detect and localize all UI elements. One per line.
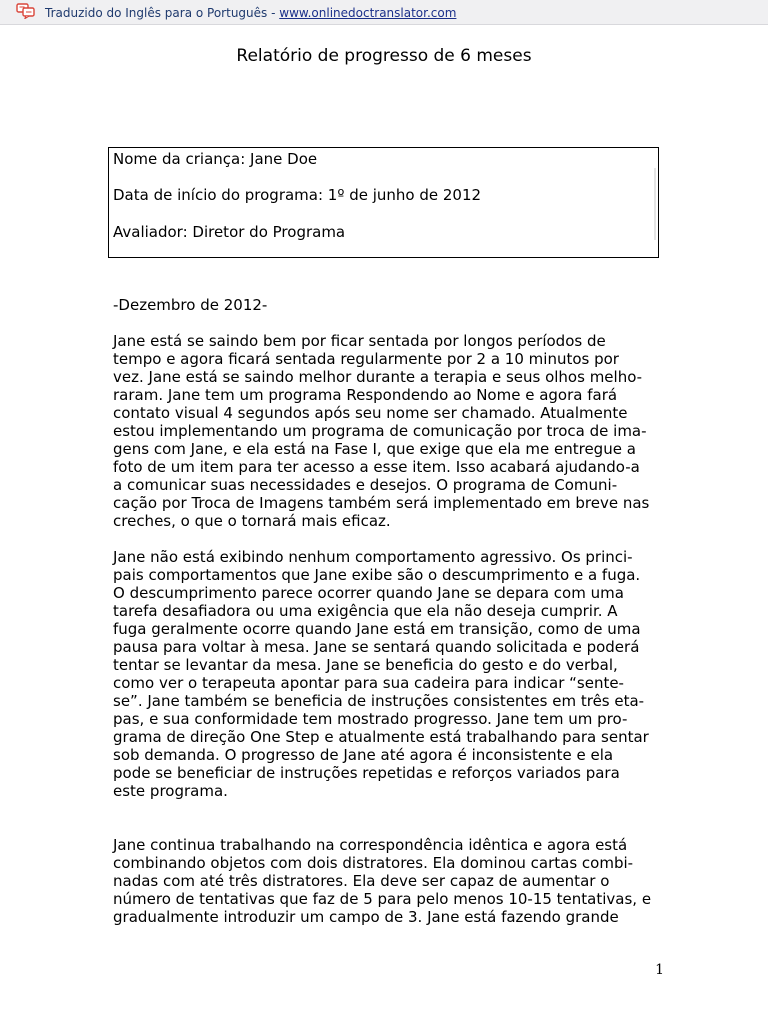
paragraph-line: combinando objetos com dois distratores. Ela dominou cartas combi- [113,854,634,872]
paragraph-line: Jane está se saindo bem por ficar sentada por longos períodos de [113,332,606,350]
child-name: Nome da criança: Jane Doe [113,150,318,168]
paragraph-line: grama de direção One Step e atualmente está trabalhando para sentar [113,728,649,746]
paragraph-line: se”. Jane também se beneficia de instruções consistentes em três eta- [113,692,645,710]
paragraph-line: gradualmente introduzir um campo de 3. Jane está fazendo grande [113,908,619,926]
paragraph-line: nadas com até três distratores. Ela deve ser capaz de aumentar o [113,872,610,890]
evaluator: Avaliador: Diretor do Programa [113,223,346,241]
document-title: Relatório de progresso de 6 meses [236,46,532,66]
translator-link[interactable]: www.onlinedoctranslator.com [279,6,457,20]
paragraph-line: Jane não está exibindo nenhum comportamento agressivo. Os princi- [113,548,633,566]
paragraph-line: gens com Jane, e ela está na Fase I, que exige que ela me entregue a [113,440,636,458]
info-box-divider [654,168,656,240]
date-heading: -Dezembro de 2012- [113,296,268,314]
translator-icon [16,3,36,19]
paragraph-line: fuga geralmente ocorre quando Jane está em transição, como de uma [113,620,641,638]
paragraph-line: vez. Jane está se saindo melhor durante a terapia e seus olhos melho- [113,368,643,386]
paragraph-line: pais comportamentos que Jane exibe são o descumprimento e a fuga. [113,566,641,584]
paragraph-line: pausa para voltar à mesa. Jane se sentará quando solicitada e poderá [113,638,640,656]
paragraph-line: tarefa desafiadora ou uma exigência que ela não deseja cumprir. A [113,602,618,620]
paragraph-line: O descumprimento parece ocorrer quando Jane se depara com uma [113,584,624,602]
paragraph-line: raram. Jane tem um programa Respondendo ao Nome e agora fará [113,386,618,404]
paragraph-line: tentar se levantar da mesa. Jane se beneficia do gesto e do verbal, [113,656,618,674]
paragraph-line: foto de um item para ter acesso a esse item. Isso acabará ajudando-a [113,458,640,476]
paragraph-line: contato visual 4 segundos após seu nome ser chamado. Atualmente [113,404,628,422]
page-number: 1 [655,962,664,978]
paragraph-line: este programa. [113,782,228,800]
paragraph-line: creches, o que o tornará mais eficaz. [113,512,391,530]
paragraph-line: tempo e agora ficará sentada regularmente por 2 a 10 minutos por [113,350,619,368]
paragraph-line: número de tentativas que faz de 5 para pelo menos 10-15 tentativas, e [113,890,652,908]
paragraph-line: cação por Troca de Imagens também será implementado em breve nas [113,494,650,512]
paragraph-line: pas, e sua conformidade tem mostrado progresso. Jane tem um pro- [113,710,628,728]
paragraph-line: pode se beneficiar de instruções repetidas e reforços variados para [113,764,620,782]
paragraph-line: como ver o terapeuta apontar para sua cadeira para indicar “sente- [113,674,624,692]
program-start-date: Data de início do programa: 1º de junho de 2012 [113,186,482,204]
paragraph-line: sob demanda. O progresso de Jane até agora é inconsistente e ela [113,746,614,764]
translator-banner [0,0,768,25]
paragraph-line: Jane continua trabalhando na correspondência idêntica e agora está [113,836,628,854]
paragraph-line: a comunicar suas necessidades e desejos. O programa de Comuni- [113,476,618,494]
banner-label: Traduzido do Inglês para o Português - [45,6,280,20]
banner-text [45,6,456,20]
paragraph-line: estou implementando um programa de comunicação por troca de ima- [113,422,647,440]
